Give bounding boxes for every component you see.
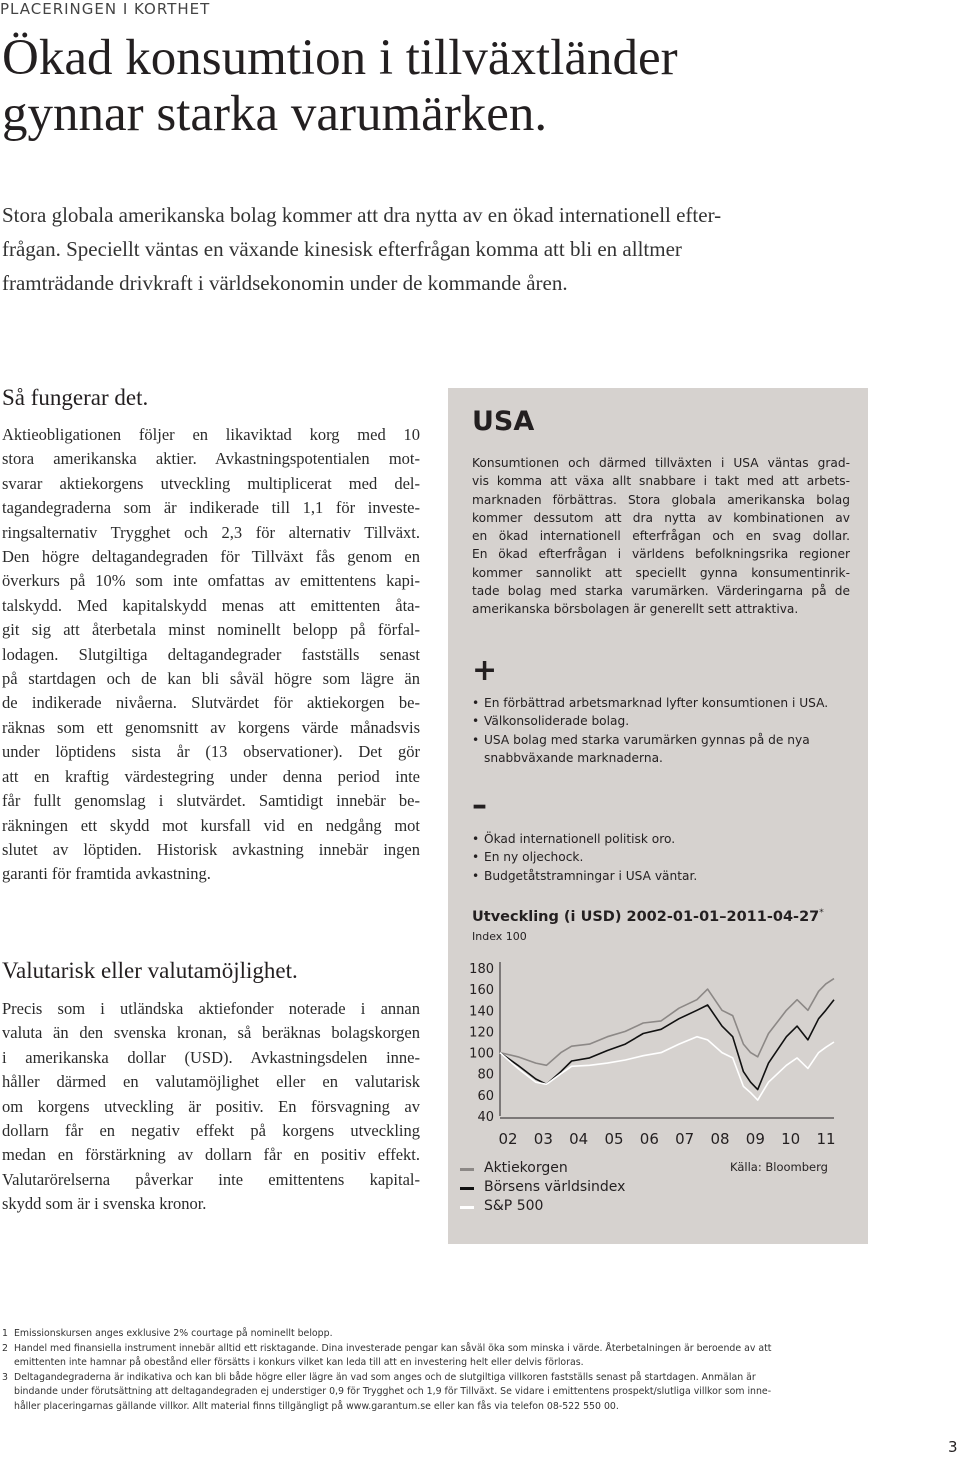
pros-item: • Välkonsoliderade bolag. — [472, 712, 844, 730]
how-it-works-heading: Så fungerar det. — [2, 385, 149, 410]
text-line: kommer dessutom att dra nytta av kombinationen av — [472, 510, 850, 525]
usa-heading: USA — [472, 406, 535, 437]
x-tick-label: 03 — [533, 1130, 553, 1148]
text-line: under löptidens sista år (13 observationer). Det gör — [2, 742, 420, 762]
text-line: lodagen. Slutgiltiga deltagandegrader fastställs senast — [2, 644, 420, 664]
y-tick-label: 120 — [469, 1025, 494, 1041]
footnote-line: bindande under förutsättning att deltagandegraden ej understiger 0,9 för Trygghet och 1,9 för Tillväxt. Se vidare i emittentens prospekt/slutliga villkor som inne- — [14, 1386, 772, 1398]
y-tick-label: 80 — [477, 1067, 494, 1083]
legend-label: Aktiekorgen — [484, 1160, 568, 1176]
text-line: svarar aktiekorgens utveckling multiplicerat med del- — [2, 473, 420, 493]
page-number: 3 — [948, 1438, 958, 1456]
footnote-line: Deltagandegraderna är indikativa och kan bli både högre eller lägre än vad som anges och de slutgiltiga villkoren fastställs senast på startdagen. Anmälan är — [14, 1371, 756, 1383]
page-title — [2, 30, 942, 142]
lead-line: frågan. Speciellt väntas en växande kinesisk efterfrågan komma att bli en alltmer — [2, 237, 682, 261]
title-line: gynnar starka varumärken. — [2, 86, 548, 142]
pros-item: • En förbättrad arbetsmarknad lyfter konsumtionen i USA. — [472, 694, 844, 712]
title-line: Ökad konsumtion i tillväxtländer — [2, 30, 678, 86]
text-line: talskydd. Med kapitalskydd menas att emittenten åta- — [2, 595, 420, 615]
footnote — [2, 1371, 942, 1415]
series-layer — [500, 979, 834, 1101]
y-tick-label: 180 — [469, 962, 494, 977]
lead-line: framträdande drivkraft i världsekonomin under de kommande åren. — [2, 271, 568, 295]
text-line: håller därmed en valutamöjlighet eller en valutarisk — [2, 1072, 420, 1092]
text-line: om korgens utveckling är positiv. En försvagning av — [2, 1096, 420, 1116]
text-line: valuta än den svenska kronan, så beräknas bolagskorgen — [2, 1023, 420, 1043]
x-tick-label: 04 — [569, 1130, 589, 1148]
y-tick-label: 40 — [477, 1110, 494, 1125]
text-line: skydd som är i svenska kronor. — [2, 1194, 207, 1214]
pros-list — [472, 694, 844, 767]
text-line: Konsumtionen och därmed tillväxten i USA väntas grad- — [472, 456, 850, 470]
x-tick-label: 06 — [639, 1130, 659, 1148]
chart-title — [472, 908, 824, 925]
legend-item — [484, 1198, 543, 1214]
text-line: medan en förstärkning av dollarn får en positiv effekt. — [2, 1145, 420, 1165]
text-line: Valutarörelserna påverkar inte emittentens kapital- — [2, 1169, 420, 1189]
how-it-works-text — [2, 423, 420, 887]
text-line: slutet av löptiden. Historisk avkastning innebär ingen — [2, 839, 420, 859]
legend-item — [484, 1160, 568, 1176]
series-line-0 — [500, 979, 834, 1066]
text-line: tade bolag med starka varumärken. Värderingarna på de — [472, 584, 850, 599]
y-tick-label: 160 — [469, 983, 494, 999]
series-line-2 — [500, 1037, 834, 1100]
line-chart — [448, 948, 868, 1158]
legend-swatch — [460, 1187, 474, 1190]
footnote-number: 2 — [2, 1342, 8, 1354]
footnote-number: 3 — [2, 1371, 8, 1383]
usa-description — [472, 454, 850, 619]
footnote-line: håller placeringarnas gällande villkor. Allt material finns tillgängligt på www.garantum.se eller kan fås via telefon 08-522 550 00. — [14, 1400, 619, 1412]
x-tick-label: 02 — [498, 1130, 518, 1148]
text-line: de indikerade nivåerna. Slutvärdet för aktiekorgen be- — [2, 693, 420, 713]
footnote-number: 1 — [2, 1328, 8, 1339]
x-tick-label: 09 — [745, 1130, 765, 1148]
legend-label: S&P 500 — [484, 1198, 544, 1214]
x-tick-label: 07 — [675, 1130, 695, 1148]
chart-subtitle: Index 100 — [472, 930, 527, 943]
text-line: att en kraftig värdestegring under denna period inte — [2, 766, 420, 786]
x-tick-label: 10 — [781, 1130, 801, 1148]
pros-item: • USA bolag med starka varumärken gynnas på de nya snabbväxande marknaderna. — [472, 731, 844, 768]
plus-icon: + — [472, 653, 498, 688]
cons-item: • Budgetåtstramningar i USA väntar. — [472, 867, 844, 885]
text-line: git sig att återbetala minst nominellt belopp på förfal- — [2, 620, 420, 640]
x-tick-label: 11 — [816, 1130, 836, 1148]
text-line: En ökad efterfrågan i världens befolkningsrika regioner — [472, 547, 850, 562]
text-line: kommer sannolikt att speciellt gynna konsumentinrik- — [472, 565, 850, 580]
minus-icon: – — [472, 788, 487, 823]
y-tick-label: 100 — [469, 1046, 494, 1062]
footnote-line: emittenten inte hamnar på obestånd eller försätts i konkurs vilket kan leda till att en investering helt eller delvis förloras. — [14, 1357, 584, 1369]
text-line: en ökad internationell efterfrågan och en svag dollar. — [472, 529, 850, 544]
text-line: ringsalternativ Trygghet och 2,3 för alternativ Tillväxt. — [2, 522, 420, 542]
legend-swatch — [460, 1206, 474, 1209]
cons-list — [472, 830, 844, 885]
y-tick-label: 60 — [477, 1088, 494, 1104]
text-line: vis komma att växa allt snabbare i takt med att arbets- — [472, 474, 850, 489]
text-line: dollarn får en negativ effekt på korgens utveckling — [2, 1121, 420, 1141]
footnote — [2, 1342, 942, 1371]
chart-title-marker: * — [819, 908, 824, 918]
y-axis — [469, 962, 500, 1125]
text-line: räknas som ett genomsnitt av korgens värde månadsvis — [2, 717, 420, 737]
footnote — [2, 1327, 942, 1342]
currency-heading: Valutarisk eller valutamöjlighet. — [2, 958, 298, 983]
usa-panel — [448, 388, 868, 1244]
footnote-line: Emissionskursen anges exklusive 2% courtage på nominellt belopp. — [14, 1328, 333, 1339]
footnotes — [2, 1327, 942, 1415]
x-tick-label: 08 — [710, 1130, 730, 1148]
text-line: får fullt genomslag i slutvärdet. Samtidigt innebär be- — [2, 791, 420, 811]
text-line: räkningen ett skydd mot kursfall vid en nedgång mot — [2, 815, 420, 835]
chart-source: Källa: Bloomberg — [730, 1160, 828, 1174]
x-axis — [498, 1118, 835, 1148]
lead-line: Stora globala amerikanska bolag kommer att dra nytta av en ökad internationell efter- — [2, 203, 722, 227]
text-line: i amerikanska dollar (USD). Avkastningsdelen inne- — [2, 1047, 420, 1067]
footnote-line: Handel med finansiella instrument innebär alltid ett risktagande. Dina investerade pengar kan såväl öka som minska i värde. Återbetalningen är beroende av att — [14, 1342, 772, 1354]
text-line: tagandegraderna som är indikerade till 1,1 för investe- — [2, 498, 420, 518]
text-line: marknaden förbättras. Stora globala amerikanska bolag — [472, 492, 850, 507]
legend-label: Börsens världsindex — [484, 1179, 626, 1195]
text-line: Den högre deltagandegraden för Tillväxt fås genom en — [2, 547, 420, 567]
chart-title-text: Utveckling (i USD) 2002-01-01–2011-04-27 — [472, 908, 820, 925]
text-line: garanti för framtida avkastning. — [2, 864, 211, 884]
currency-text — [2, 997, 420, 1217]
text-line: Aktieobligationen följer en likaviktad korg med 10 — [2, 425, 420, 444]
section-label: PLACERINGEN I KORTHET — [0, 0, 211, 18]
text-line: Precis som i utländska aktiefonder noterade i annan — [2, 999, 420, 1018]
text-line: stora amerikanska aktier. Avkastningspotentialen mot- — [2, 449, 420, 469]
lead-paragraph — [2, 198, 902, 300]
cons-item: • Ökad internationell politisk oro. — [472, 830, 844, 848]
x-tick-label: 05 — [604, 1130, 624, 1148]
legend-swatch — [460, 1168, 474, 1171]
cons-item: • En ny oljechock. — [472, 848, 844, 866]
text-line: överkurs på 10% som inte omfattas av emittentens kapi- — [2, 571, 420, 591]
text-line: amerikanska börsbolagen är generellt sett attraktiva. — [472, 602, 799, 617]
y-tick-label: 140 — [469, 1004, 494, 1020]
legend-item — [484, 1179, 625, 1195]
text-line: på startdagen och de kan bli såväl högre som lägre än — [2, 669, 420, 689]
